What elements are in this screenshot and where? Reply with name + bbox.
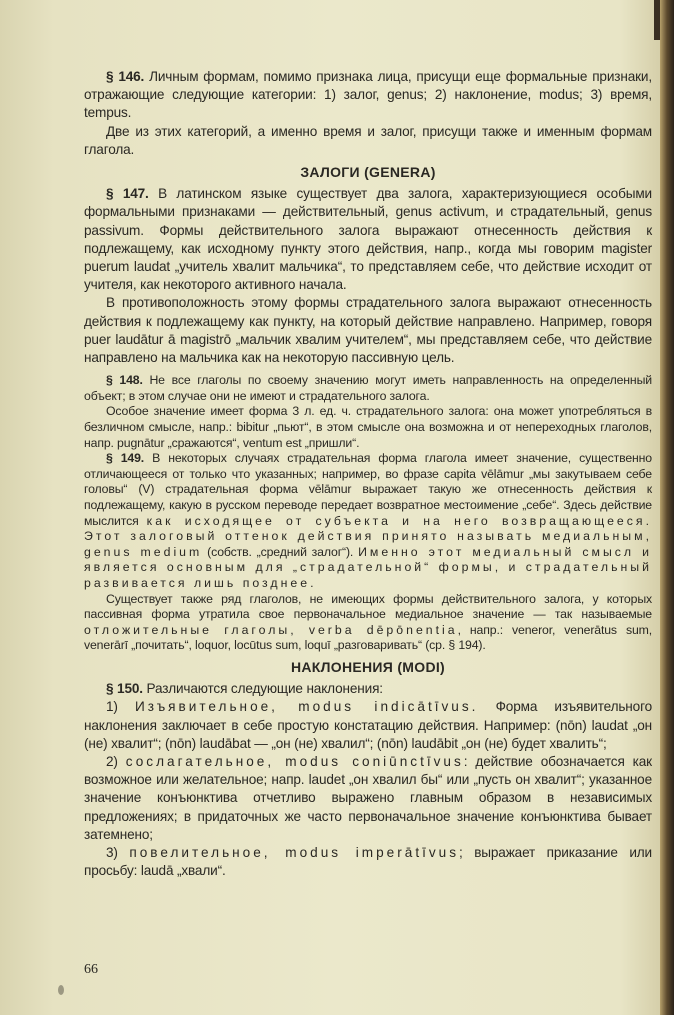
- paragraph: [84, 185, 652, 294]
- section-150: [84, 680, 652, 880]
- heading-genera: ЗАЛОГИ (GENERA): [300, 164, 436, 181]
- paragraph: [84, 68, 652, 123]
- section-number: § 150.: [106, 681, 143, 697]
- section-number: § 148.: [106, 373, 143, 388]
- section-number: § 147.: [106, 186, 149, 202]
- heading-modi: НАКЛОНЕНИЯ (MODI): [290, 658, 446, 675]
- list-item-indicative: [84, 698, 652, 753]
- small-print-block: [84, 373, 652, 654]
- paragraph: [84, 680, 652, 698]
- page-number: 66: [84, 962, 98, 977]
- spaced-term: сослагательное, modus coniūnctīvus: [125, 753, 464, 769]
- section-147: [84, 185, 652, 367]
- paragraph-text: Различаются следующие наклонения:: [146, 681, 383, 697]
- paragraph: [84, 592, 652, 654]
- book-spine: [660, 0, 674, 1015]
- paragraph-text: Личным формам, помимо признака лица, присущи еще формальные признаки, отражающие следующие категории: 1) залог, genus; 2) наклонение, modus; 3) время, tempus.: [84, 69, 652, 121]
- item-number: 2): [106, 753, 126, 769]
- list-item-imperative: [84, 844, 652, 880]
- section-number: § 146.: [106, 69, 145, 84]
- paragraph-text: (собств. „средний залог“).: [202, 544, 359, 559]
- paragraph-text: Существует также ряд глаголов, не имеющих формы действительного залога, у которых пассивная форма утратила свое первоначальное медиальное значение — так называемые: [84, 591, 652, 622]
- paragraph-text: Форма изъявительного наклонения заключает в себе простую констатацию действия. Например: (nōn) laudat „он (не) хвалит“; (nōn) laudābat — „он (не) хвалил“; (nōn) laudābit „он (не) будет хвалить“;: [84, 699, 652, 751]
- spaced-term: Изъявительное, modus indicātīvus.: [134, 699, 479, 715]
- spaced-term: повелительное, modus imperātīvus: [129, 844, 460, 860]
- paragraph: [84, 373, 652, 404]
- spaced-text: отложительные глаголы, verba dēpōnentia: [84, 622, 458, 637]
- paragraph: В противоположность этому формы страдательного залога выражают отнесенность действия к подлежащему как пункту, на который действие направлено. Например, говоря puer laudātur ā magistrō „мальчик хвалим учителем“, мы представляем себе, что действие направлено на мальчика как на некоторую пассивную цель.: [84, 295, 652, 366]
- item-number: 1): [106, 699, 135, 715]
- paragraph-text: Не все глаголы по своему значению могут иметь направленность на определенный объект; в этом случае они не имеют и страдательного залога.: [84, 373, 652, 403]
- paragraph-text: , напр.: veneror, venerātus sum, venerārī „почитать“, loquor, locūtus sum, loquī „разговаривать“ (ср. § 194).: [84, 622, 653, 653]
- paragraph-text: : действие обозначается как возможное или желательное; напр. laudet „он хвалил бы“ или „пусть он хвалит“; указанное значение конъюнктива отчетливо выражено главным образом в независимых предложениях; в придаточных же часто первоначальное значение конъюнктива бывает затемнено;: [84, 753, 652, 842]
- paragraph-text: ; выражает приказание или просьбу: laudā „хвали“.: [84, 844, 652, 879]
- list-item-subjunctive: [84, 753, 652, 844]
- paragraph: Особое значение имеет форма 3 л. ед. ч. страдательного залога: она может употребляться в безличном смысле, напр.: bibitur „пьют“, в этом смысле она возможна и от непереходных глаголов, напр. pugnātur „сражаются“, ventum est „пришли“.: [84, 404, 652, 450]
- paragraph: [84, 451, 652, 591]
- paragraph-text: В латинском языке существует два залога, характеризующиеся особыми формальными признаками — действительный, genus activum, и страдательный, genus passivum. Формы действительного залога выражают отнесенность действия к подлежащему, как исходному пункту этого действия, напр., когда мы говорим magister puerum laudat „учитель хвалит мальчика“, то представляем себе, что действие исходит от учителя, как некоторого активного начала.: [84, 186, 652, 293]
- ink-smudge: [58, 985, 64, 995]
- spaced-text: Именно этот медиальный смысл и является основным для „страдательной“ формы, и страдательный развивается лишь позднее.: [84, 544, 652, 590]
- item-number: 3): [106, 844, 130, 860]
- section-146: [84, 68, 652, 159]
- paragraph-text: В некоторых случаях страдательная форма глагола имеет значение, существенно отличающееся от только что указанных; например, во фразе capita vēlāmur „мы закутываем себе головы“ (V) страдательная форма vēlāmur выражает такую же отнесенность действия к подлежащему, какую в русском переводе передает возвратное местоимение „себе“. Здесь действие мыслится: [84, 451, 652, 528]
- paragraph: Две из этих категорий, а именно время и залог, присущи также и именным формам глагола.: [84, 123, 652, 157]
- section-number: § 149.: [106, 451, 145, 466]
- spaced-text: как исходящее от субъекта и на него возвращающееся. Этот залоговый оттенок действия принято называть медиальным, genus medium: [84, 513, 652, 559]
- book-page: [84, 68, 652, 880]
